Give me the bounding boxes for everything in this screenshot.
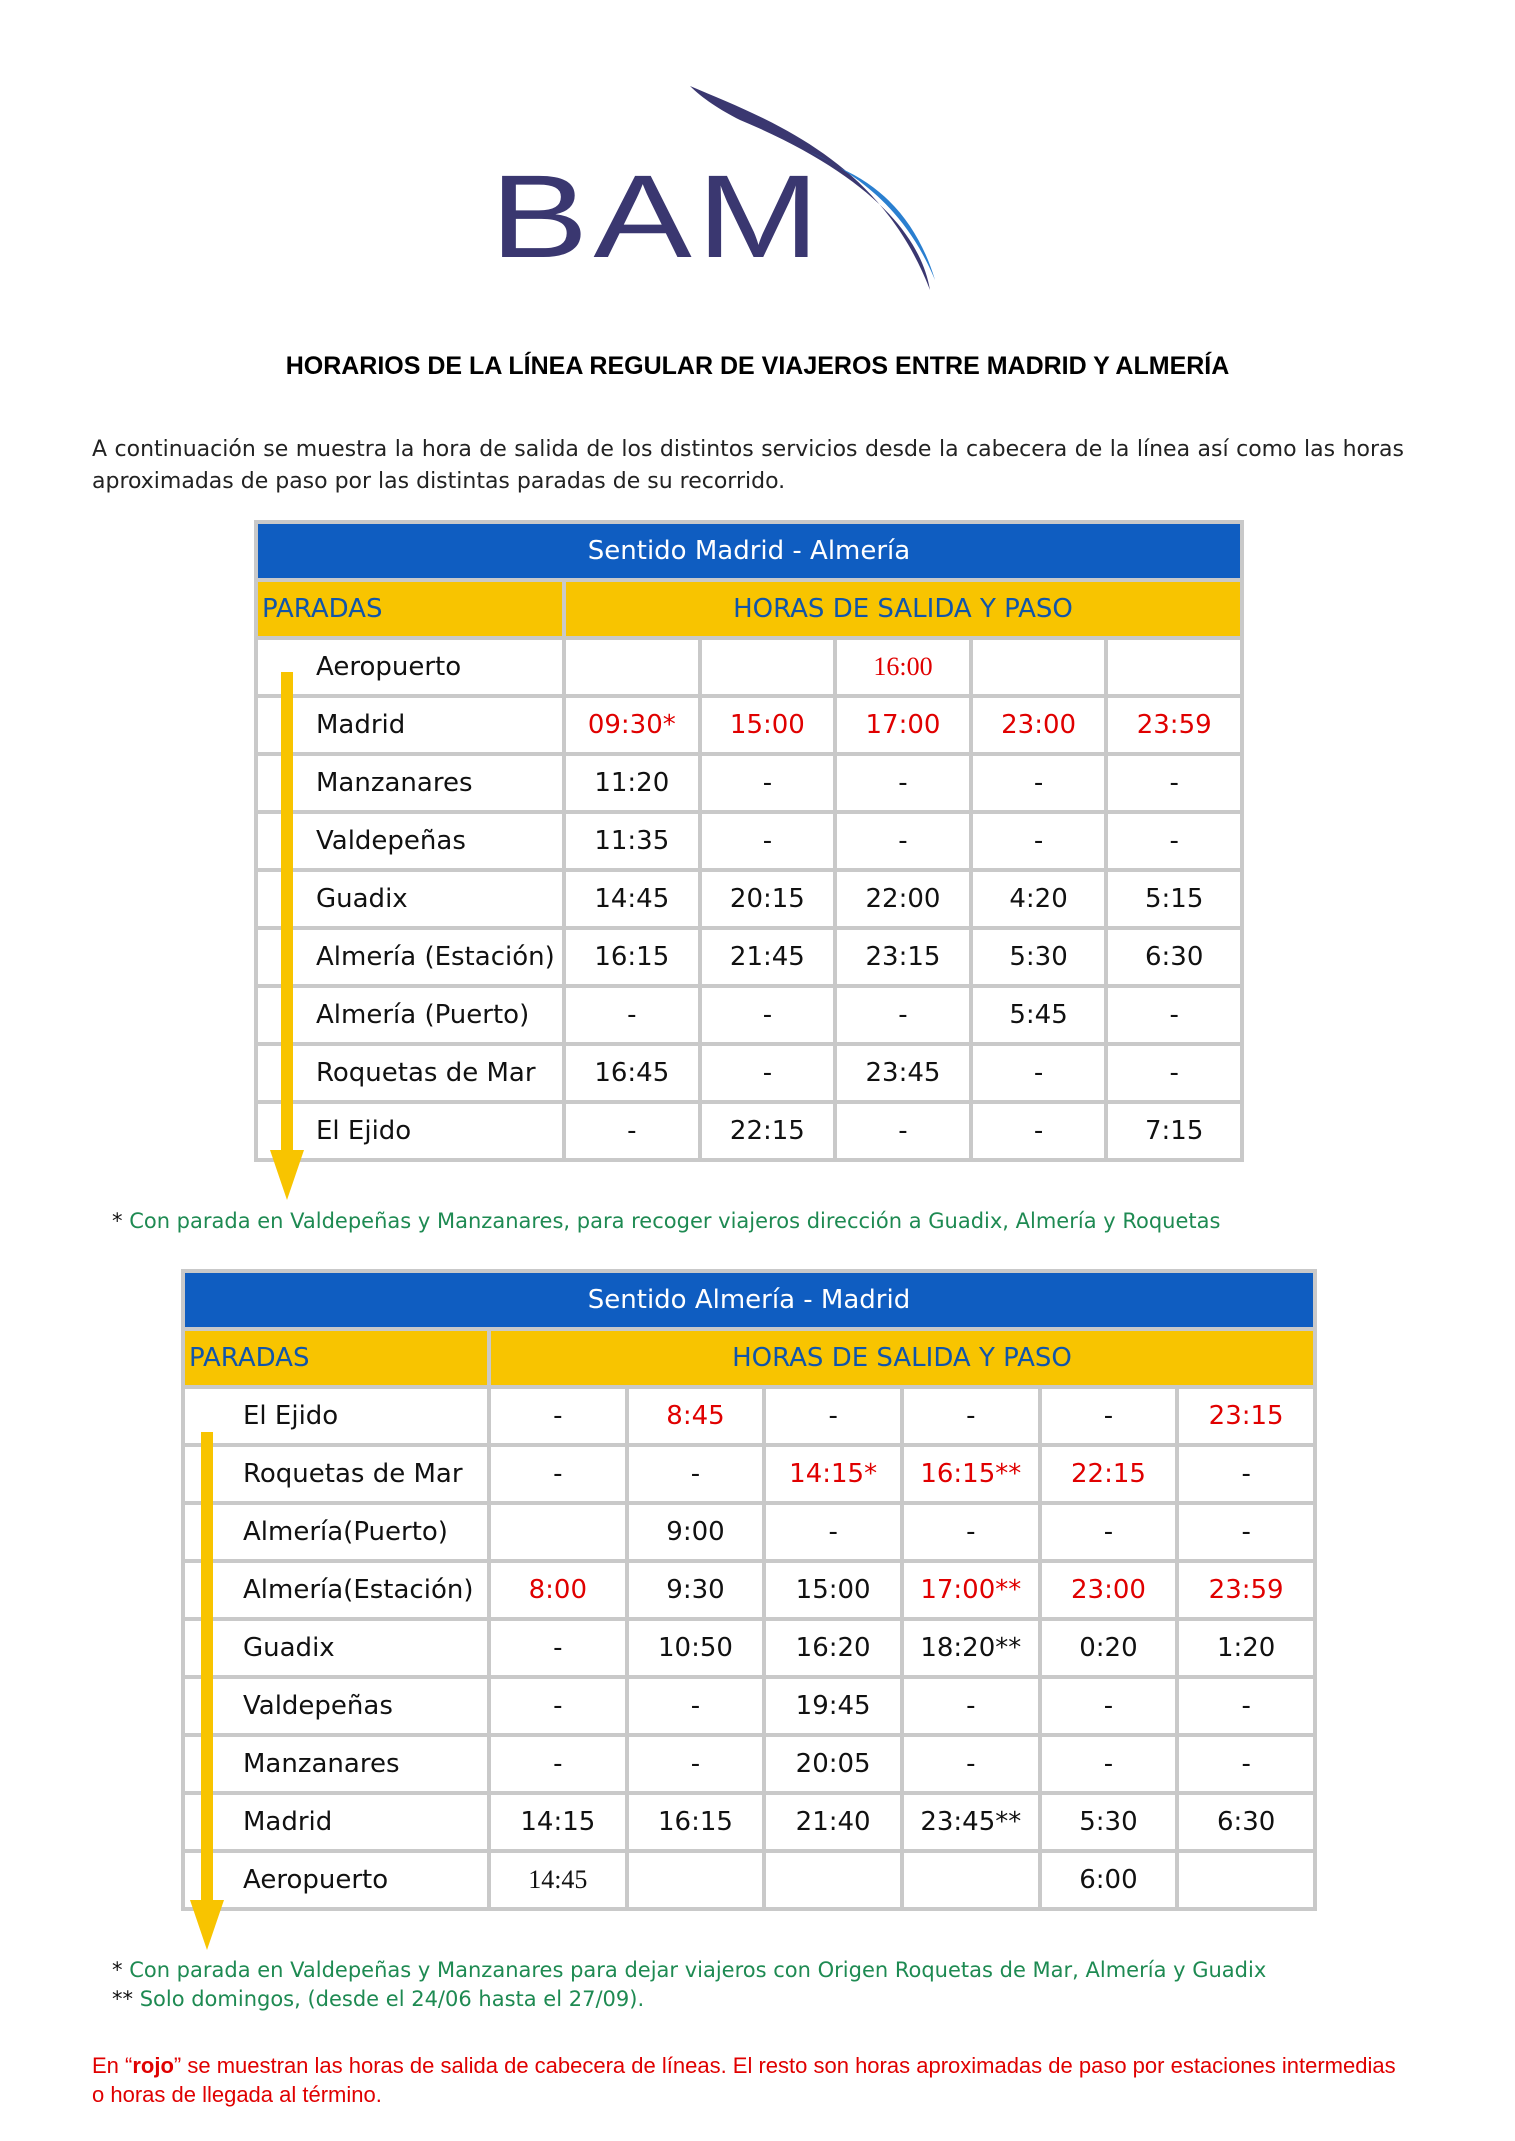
note-mark: *	[112, 1958, 123, 1982]
table-row	[183, 1445, 1315, 1503]
time-cell: -	[835, 986, 971, 1044]
time-cell: 5:45	[971, 986, 1107, 1044]
stop-name: Manzanares	[256, 754, 564, 812]
time-cell: -	[1040, 1677, 1178, 1735]
time-cell: 9:30	[627, 1561, 765, 1619]
time-cell: 18:20**	[902, 1619, 1040, 1677]
time-cell: 09:30*	[564, 696, 700, 754]
table-row	[256, 1102, 1242, 1160]
stop-name: Madrid	[183, 1793, 489, 1851]
time-cell	[489, 1503, 627, 1561]
time-cell: 23:45**	[902, 1793, 1040, 1851]
time-cell: 21:45	[700, 928, 836, 986]
time-cell: -	[700, 986, 836, 1044]
time-cell: -	[700, 754, 836, 812]
time-cell: 16:15	[627, 1793, 765, 1851]
time-cell: -	[902, 1677, 1040, 1735]
time-cell: -	[489, 1677, 627, 1735]
note-text: Con parada en Valdepeñas y Manzanares, para recoger viajeros dirección a Guadix, Almería y Roquetas	[129, 1209, 1221, 1233]
table-row	[183, 1851, 1315, 1909]
stop-name: Guadix	[256, 870, 564, 928]
time-cell: -	[1106, 754, 1242, 812]
time-cell	[564, 638, 700, 696]
time-cell: -	[1106, 986, 1242, 1044]
table2-note-1	[112, 1958, 1266, 1982]
table-row	[183, 1735, 1315, 1793]
time-cell: 1:20	[1177, 1619, 1315, 1677]
schedule-table-madrid-almeria	[254, 520, 1244, 1162]
time-cell: 23:00	[1040, 1561, 1178, 1619]
time-cell: -	[971, 1102, 1107, 1160]
time-cell: -	[1177, 1677, 1315, 1735]
stop-name: Aeropuerto	[256, 638, 564, 696]
footer-legend	[92, 2051, 1412, 2109]
time-cell: -	[700, 1044, 836, 1102]
time-cell: 6:30	[1106, 928, 1242, 986]
time-cell: -	[971, 812, 1107, 870]
time-cell: 16:45	[564, 1044, 700, 1102]
stop-name: Almería(Estación)	[183, 1561, 489, 1619]
time-cell: -	[489, 1387, 627, 1445]
time-cell: -	[627, 1735, 765, 1793]
time-cell: -	[1177, 1445, 1315, 1503]
time-cell: -	[971, 1044, 1107, 1102]
table-row	[183, 1793, 1315, 1851]
time-cell: 6:00	[1040, 1851, 1178, 1909]
stop-name: El Ejido	[256, 1102, 564, 1160]
time-cell	[902, 1851, 1040, 1909]
time-cell: 7:15	[1106, 1102, 1242, 1160]
time-cell	[627, 1851, 765, 1909]
time-cell: -	[1040, 1735, 1178, 1793]
time-cell: 11:35	[564, 812, 700, 870]
col-header-stops: PARADAS	[183, 1329, 489, 1387]
direction-arrow-icon	[268, 672, 308, 1202]
time-cell: 16:15**	[902, 1445, 1040, 1503]
time-cell: -	[489, 1735, 627, 1793]
time-cell: 17:00**	[902, 1561, 1040, 1619]
time-cell: 11:20	[564, 754, 700, 812]
table-row	[256, 928, 1242, 986]
stop-name: El Ejido	[183, 1387, 489, 1445]
time-cell: 14:15	[489, 1793, 627, 1851]
time-cell: -	[902, 1503, 1040, 1561]
time-cell: -	[764, 1503, 902, 1561]
time-cell: 8:45	[627, 1387, 765, 1445]
stop-name: Roquetas de Mar	[256, 1044, 564, 1102]
time-cell: 20:15	[700, 870, 836, 928]
table-row	[183, 1561, 1315, 1619]
stop-name: Guadix	[183, 1619, 489, 1677]
footer-text-2: ” se muestran las horas de salida de cabecera de líneas. El resto son horas aproximadas de paso por estaciones intermedias o horas de llegada al término.	[92, 2053, 1396, 2107]
time-cell: -	[1177, 1503, 1315, 1561]
stop-name: Almería(Puerto)	[183, 1503, 489, 1561]
time-cell: 5:15	[1106, 870, 1242, 928]
time-cell: -	[564, 986, 700, 1044]
table-row	[256, 754, 1242, 812]
direction-header: Sentido Madrid - Almería	[256, 522, 1242, 580]
time-cell: 4:20	[971, 870, 1107, 928]
time-cell: 14:45	[489, 1851, 627, 1909]
time-cell: 10:50	[627, 1619, 765, 1677]
time-cell: 5:30	[971, 928, 1107, 986]
time-cell: -	[1106, 1044, 1242, 1102]
stop-name: Almería (Puerto)	[256, 986, 564, 1044]
time-cell: 22:15	[700, 1102, 836, 1160]
table-row	[256, 870, 1242, 928]
time-cell: -	[835, 812, 971, 870]
logo-text: BAM	[490, 151, 825, 283]
time-cell: 21:40	[764, 1793, 902, 1851]
col-header-stops: PARADAS	[256, 580, 564, 638]
table-row	[256, 696, 1242, 754]
time-cell: 0:20	[1040, 1619, 1178, 1677]
time-cell: -	[489, 1619, 627, 1677]
table-row	[183, 1503, 1315, 1561]
note-text: Solo domingos, (desde el 24/06 hasta el 27/09).	[139, 1987, 645, 2011]
time-cell: 22:00	[835, 870, 971, 928]
time-cell: 9:00	[627, 1503, 765, 1561]
time-cell	[1106, 638, 1242, 696]
time-cell: 14:45	[564, 870, 700, 928]
time-cell: -	[1106, 812, 1242, 870]
time-cell: 17:00	[835, 696, 971, 754]
table-row	[183, 1387, 1315, 1445]
direction-header: Sentido Almería - Madrid	[183, 1271, 1315, 1329]
stop-name: Roquetas de Mar	[183, 1445, 489, 1503]
time-cell: -	[971, 754, 1107, 812]
col-header-times: HORAS DE SALIDA Y PASO	[489, 1329, 1315, 1387]
stop-name: Valdepeñas	[256, 812, 564, 870]
time-cell: 22:15	[1040, 1445, 1178, 1503]
time-cell: -	[902, 1387, 1040, 1445]
time-cell: 15:00	[700, 696, 836, 754]
stop-name: Almería (Estación)	[256, 928, 564, 986]
time-cell: -	[902, 1735, 1040, 1793]
time-cell	[1177, 1851, 1315, 1909]
schedule-table-almeria-madrid	[181, 1269, 1317, 1911]
stop-name: Manzanares	[183, 1735, 489, 1793]
table-row	[256, 638, 1242, 696]
table-row	[256, 1044, 1242, 1102]
table-row	[256, 986, 1242, 1044]
time-cell: -	[835, 754, 971, 812]
time-cell: -	[700, 812, 836, 870]
footer-bold: rojo	[132, 2053, 174, 2078]
direction-arrow-icon	[188, 1432, 228, 1952]
time-cell: -	[1040, 1387, 1178, 1445]
footer-text-1: En “	[92, 2053, 133, 2078]
table-row	[256, 812, 1242, 870]
time-cell	[700, 638, 836, 696]
time-cell: 15:00	[764, 1561, 902, 1619]
stop-name: Valdepeñas	[183, 1677, 489, 1735]
time-cell: -	[764, 1387, 902, 1445]
table1-note	[112, 1209, 1220, 1233]
time-cell	[971, 638, 1107, 696]
col-header-times: HORAS DE SALIDA Y PASO	[564, 580, 1242, 638]
time-cell: -	[1040, 1503, 1178, 1561]
page-title: HORARIOS DE LA LÍNEA REGULAR DE VIAJEROS ENTRE MADRID Y ALMERÍA	[285, 352, 1230, 380]
note-text: Con parada en Valdepeñas y Manzanares para dejar viajeros con Origen Roquetas de Mar, Almería y Guadix	[129, 1958, 1267, 1982]
bam-logo	[480, 80, 980, 295]
time-cell: 14:15*	[764, 1445, 902, 1503]
time-cell: -	[489, 1445, 627, 1503]
table2-note-2	[112, 1987, 644, 2011]
time-cell: 23:45	[835, 1044, 971, 1102]
time-cell: -	[564, 1102, 700, 1160]
time-cell: 23:59	[1106, 696, 1242, 754]
time-cell	[764, 1851, 902, 1909]
table-row	[183, 1619, 1315, 1677]
table-row	[183, 1677, 1315, 1735]
note-mark: **	[112, 1987, 133, 2011]
intro-paragraph: A continuación se muestra la hora de salida de los distintos servicios desde la cabecera de la línea así como las horas aproximadas de paso por las distintas paradas de su recorrido.	[92, 437, 1404, 494]
stop-name: Aeropuerto	[183, 1851, 489, 1909]
time-cell: 8:00	[489, 1561, 627, 1619]
time-cell: 16:20	[764, 1619, 902, 1677]
stop-name: Madrid	[256, 696, 564, 754]
time-cell: 23:15	[1177, 1387, 1315, 1445]
time-cell: 16:15	[564, 928, 700, 986]
time-cell: -	[627, 1677, 765, 1735]
time-cell: 19:45	[764, 1677, 902, 1735]
time-cell: -	[1177, 1735, 1315, 1793]
time-cell: -	[835, 1102, 971, 1160]
time-cell: 5:30	[1040, 1793, 1178, 1851]
time-cell: 23:59	[1177, 1561, 1315, 1619]
time-cell: 16:00	[835, 638, 971, 696]
time-cell: -	[627, 1445, 765, 1503]
note-mark: *	[112, 1209, 123, 1233]
time-cell: 23:00	[971, 696, 1107, 754]
time-cell: 20:05	[764, 1735, 902, 1793]
time-cell: 6:30	[1177, 1793, 1315, 1851]
time-cell: 23:15	[835, 928, 971, 986]
